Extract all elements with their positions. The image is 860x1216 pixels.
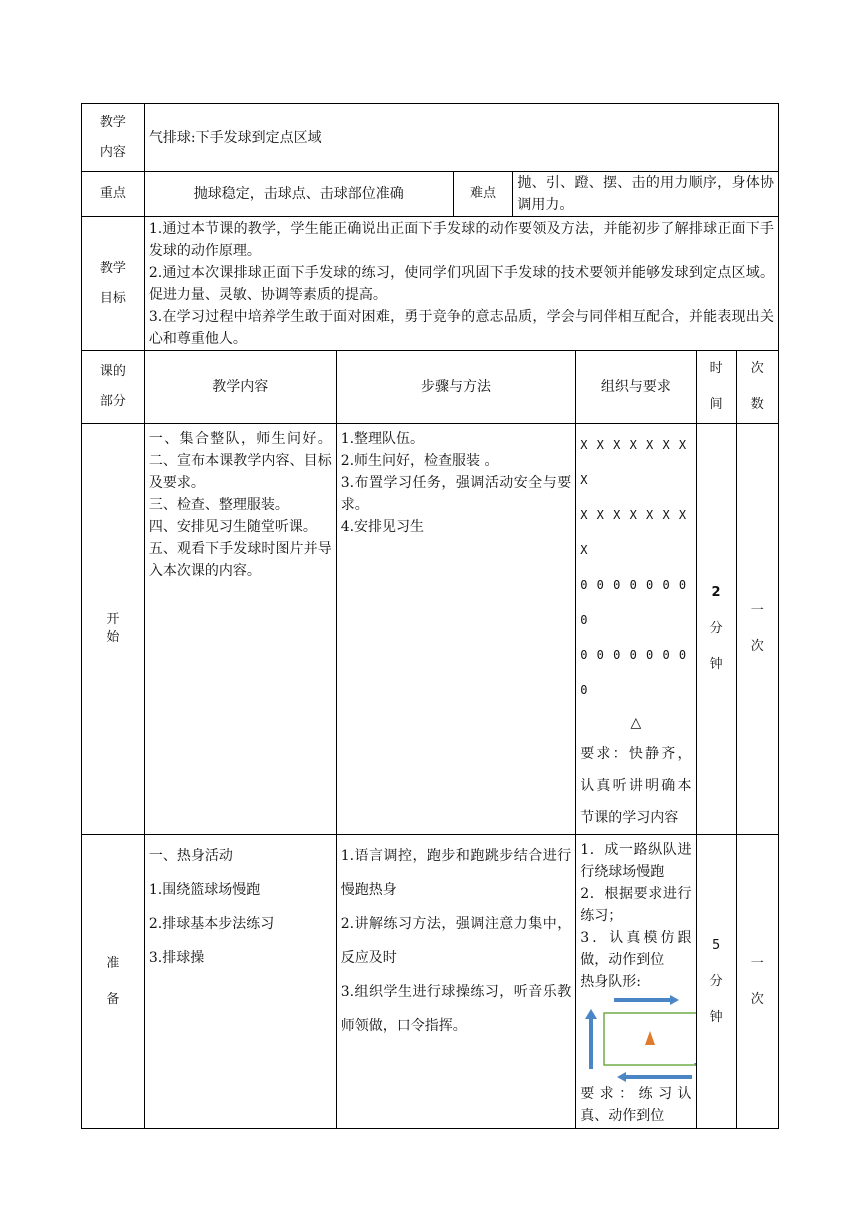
row-goals <box>82 217 779 351</box>
content-item: 2.排球基本步法练习 <box>148 916 275 932</box>
goal-list <box>144 217 778 351</box>
formation-row: X X X X X X X X <box>580 508 688 557</box>
section-start-count: 一 次 <box>736 424 778 835</box>
content-item: 三、检查、整理服装。 <box>148 497 289 513</box>
section-prepare-time: 5 分 钟 <box>696 835 736 1129</box>
col-steps: 步骤与方法 <box>336 351 576 424</box>
key-value: 抛球稳定，击球点、击球部位准确 <box>144 172 453 217</box>
step-item: 3.布置学习任务，强调活动安全与要求。 <box>340 475 572 513</box>
formation-row: 0 0 0 0 0 0 0 0 <box>580 648 688 697</box>
content-item: 一、集合整队，师生问好。二、宣布本课教学内容、目标及要求。 <box>148 431 332 491</box>
goal-item: 3.在学习过程中培养学生敢于面对困难，勇于竞争的意志品质，学会与同伴相互配合，并能表现出关心和尊重他人。 <box>148 308 774 347</box>
step-item: 2.讲解练习方法，强调注意力集中，反应及时 <box>340 916 572 966</box>
content-item: 四、安排见习生随堂听课。 <box>148 519 317 535</box>
content-item: 五、观看下手发球时图片并导入本次课的内容。 <box>148 541 332 579</box>
row-key-points <box>82 172 779 217</box>
row-section-start <box>82 424 779 835</box>
org-item: 3．认真模仿跟做，动作到位 <box>580 930 692 968</box>
step-item: 1.整理队伍。 <box>340 431 425 447</box>
section-start-time: 2 分 钟 <box>696 424 736 835</box>
step-item: 3.组织学生进行球操练习，听音乐教师领做，口令指挥。 <box>340 984 572 1034</box>
section-start-requirement: 要求：快静齐，认真听讲明确本节课的学习内容 <box>580 746 692 826</box>
row-column-headers <box>82 351 779 424</box>
teacher-mark: △ <box>630 715 642 731</box>
org-item: 1．成一路纵队进行绕球场慢跑 <box>580 842 692 880</box>
goal-item: 1.通过本节课的教学，学生能正确说出正面下手发球的动作要领及方法，并能初步了解排球正面下手发球的动作原理。 <box>148 220 774 259</box>
col-time: 时 间 <box>696 351 736 424</box>
row-content <box>82 104 779 172</box>
arrow-up-icon <box>585 1009 597 1069</box>
formation-row: X X X X X X X X <box>580 438 688 487</box>
step-item: 1.语言调控，跑步和跑跳步结合进行慢跑热身 <box>340 848 572 898</box>
step-item: 4.安排见习生 <box>340 519 425 535</box>
org-item: 2．根据要求进行练习； <box>580 886 692 924</box>
step-item: 2.师生问好，检查服装 。 <box>340 453 499 469</box>
content-value: 气排球:下手发球到定点区域 <box>144 104 778 172</box>
lesson-plan-table <box>81 103 779 1129</box>
row-section-prepare <box>82 835 779 1129</box>
student-formation <box>580 428 691 708</box>
key-label: 重点 <box>82 172 145 217</box>
section-start-part: 开 始 <box>82 424 145 835</box>
cone-icon <box>645 1031 655 1045</box>
section-start-content <box>144 424 336 835</box>
section-prepare-requirement: 要求：练习认真、动作到位 <box>580 1086 692 1124</box>
section-prepare-part: 准 备 <box>82 835 145 1129</box>
content-item: 一、热身活动 <box>148 848 233 864</box>
section-prepare-steps <box>336 835 576 1129</box>
col-org: 组织与要求 <box>576 351 696 424</box>
formation-row: 0 0 0 0 0 0 0 0 <box>580 578 688 627</box>
goal-item: 2.通过本次课排球正面下手发球的练习，使同学们巩固下手发球的技术要领并能够发球到定点区域。促进力量、灵敏、协调等素质的提高。 <box>148 264 774 303</box>
section-start-steps <box>336 424 576 835</box>
content-label: 教学 内容 <box>82 104 145 172</box>
section-prepare-content <box>144 835 336 1129</box>
difficult-label: 难点 <box>453 172 513 217</box>
difficult-value: 抛、引、蹬、摆、击的用力顺序，身体协调用力。 <box>513 172 779 217</box>
content-item: 1.围绕篮球场慢跑 <box>148 882 261 898</box>
content-item: 3.排球操 <box>148 950 205 966</box>
section-prepare-count: 一 次 <box>736 835 778 1129</box>
col-part: 课的 部分 <box>82 351 145 424</box>
col-content: 教学内容 <box>144 351 336 424</box>
section-prepare-org <box>576 835 696 1129</box>
col-count: 次 数 <box>736 351 778 424</box>
arrow-left-icon <box>617 1072 692 1082</box>
warmup-formation-diagram <box>580 993 696 1083</box>
arrow-right-icon <box>614 995 679 1005</box>
section-start-org <box>576 424 696 835</box>
goal-label: 教学 目标 <box>82 217 145 351</box>
formation-title: 热身队形: <box>580 974 641 990</box>
